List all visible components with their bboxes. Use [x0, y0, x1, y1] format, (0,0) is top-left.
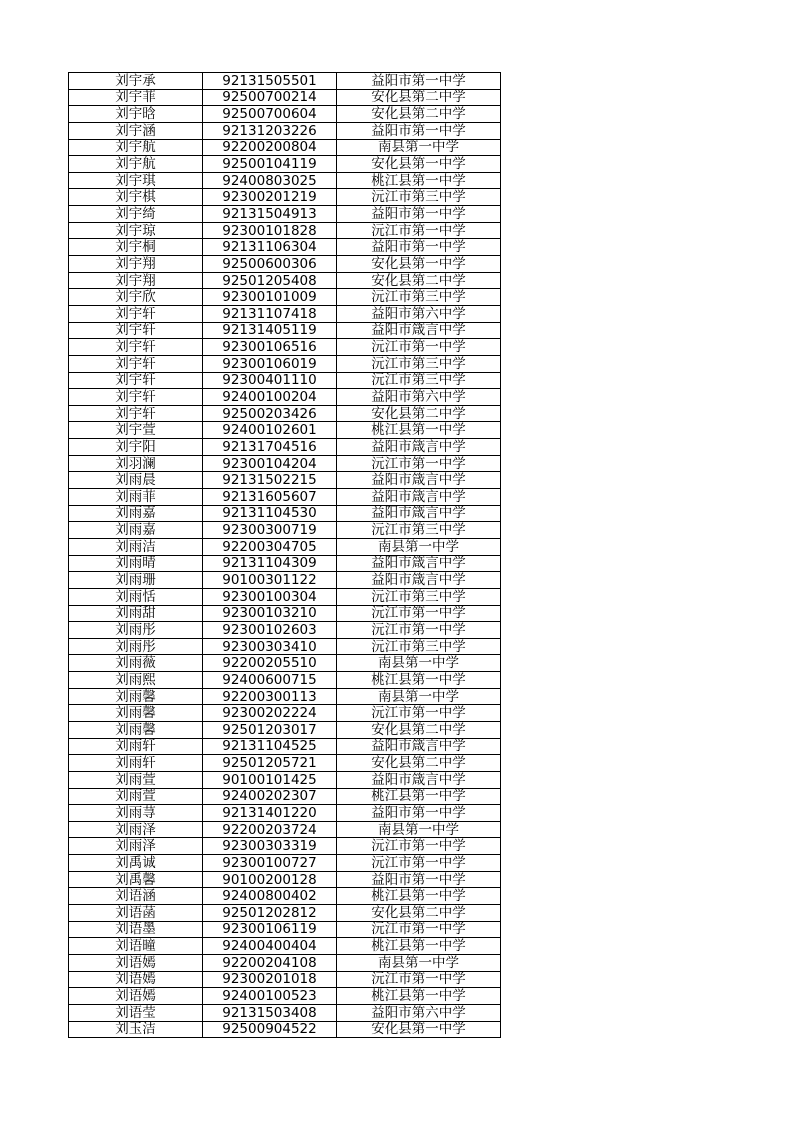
table-row: [69, 821, 501, 838]
student-name-cell: 刘语曈: [69, 938, 203, 955]
exam-id-cell: 92131704516: [203, 439, 337, 456]
student-name-cell: 刘雨洁: [69, 538, 203, 555]
student-name-cell: 刘雨菲: [69, 489, 203, 506]
school-cell: 沅江市第三中学: [337, 372, 501, 389]
exam-id-cell: 92300101009: [203, 289, 337, 306]
school-cell: 益阳市箴言中学: [337, 489, 501, 506]
exam-id-cell: 92300100727: [203, 855, 337, 872]
school-cell: 益阳市箴言中学: [337, 771, 501, 788]
school-cell: 安化县第二中学: [337, 905, 501, 922]
school-cell: 沅江市第一中学: [337, 855, 501, 872]
student-name-cell: 刘雨甜: [69, 605, 203, 622]
school-cell: 沅江市第一中学: [337, 622, 501, 639]
school-cell: 益阳市第六中学: [337, 389, 501, 406]
student-name-cell: 刘雨泽: [69, 838, 203, 855]
student-name-cell: 刘雨轩: [69, 738, 203, 755]
school-cell: 沅江市第一中学: [337, 705, 501, 722]
student-name-cell: 刘雨馨: [69, 721, 203, 738]
school-cell: 南县第一中学: [337, 538, 501, 555]
table-row: [69, 505, 501, 522]
student-name-cell: 刘雨晴: [69, 555, 203, 572]
table-row: [69, 305, 501, 322]
school-cell: 南县第一中学: [337, 655, 501, 672]
student-name-cell: 刘玉洁: [69, 1021, 203, 1038]
student-name-cell: 刘宇轩: [69, 389, 203, 406]
school-cell: 安化县第二中学: [337, 106, 501, 123]
school-cell: 益阳市第六中学: [337, 1004, 501, 1021]
table-row: [69, 738, 501, 755]
table-row: [69, 672, 501, 689]
exam-id-cell: 92500700604: [203, 106, 337, 123]
table-row: [69, 172, 501, 189]
exam-id-cell: 90100200128: [203, 871, 337, 888]
table-row: [69, 489, 501, 506]
student-name-cell: 刘宇翔: [69, 272, 203, 289]
exam-id-cell: 92400100523: [203, 988, 337, 1005]
school-cell: 安化县第一中学: [337, 256, 501, 273]
table-row: [69, 638, 501, 655]
exam-id-cell: 92131107418: [203, 305, 337, 322]
table-row: [69, 122, 501, 139]
exam-id-cell: 92300201018: [203, 971, 337, 988]
exam-id-cell: 92200304705: [203, 538, 337, 555]
table-row: [69, 1004, 501, 1021]
school-cell: 南县第一中学: [337, 688, 501, 705]
table-row: [69, 921, 501, 938]
exam-id-cell: 92200205510: [203, 655, 337, 672]
table-row: [69, 888, 501, 905]
exam-id-cell: 92400202307: [203, 788, 337, 805]
table-row: [69, 971, 501, 988]
student-name-cell: 刘宇棋: [69, 189, 203, 206]
table-row: [69, 189, 501, 206]
school-cell: 沅江市第三中学: [337, 638, 501, 655]
table-row: [69, 472, 501, 489]
student-name-cell: 刘雨薇: [69, 655, 203, 672]
exam-id-cell: 92200300113: [203, 688, 337, 705]
student-name-cell: 刘雨泽: [69, 821, 203, 838]
school-cell: 沅江市第一中学: [337, 838, 501, 855]
table-row: [69, 422, 501, 439]
exam-id-cell: 92131104309: [203, 555, 337, 572]
student-name-cell: 刘语涵: [69, 888, 203, 905]
exam-id-cell: 92131505501: [203, 73, 337, 90]
table-row: [69, 206, 501, 223]
exam-id-cell: 92501202812: [203, 905, 337, 922]
school-cell: 桃江县第一中学: [337, 988, 501, 1005]
table-row: [69, 622, 501, 639]
table-row: [69, 605, 501, 622]
exam-id-cell: 92300106119: [203, 921, 337, 938]
exam-id-cell: 92500104119: [203, 156, 337, 173]
student-name-cell: 刘宇欣: [69, 289, 203, 306]
table-row: [69, 239, 501, 256]
student-name-cell: 刘羽澜: [69, 455, 203, 472]
school-cell: 益阳市第一中学: [337, 206, 501, 223]
school-cell: 益阳市第六中学: [337, 305, 501, 322]
exam-id-cell: 92131502215: [203, 472, 337, 489]
exam-id-cell: 92501205408: [203, 272, 337, 289]
student-name-cell: 刘语菡: [69, 905, 203, 922]
student-name-cell: 刘雨萱: [69, 788, 203, 805]
table-row: [69, 905, 501, 922]
table-row: [69, 322, 501, 339]
school-cell: 桃江县第一中学: [337, 172, 501, 189]
exam-id-cell: 92501205721: [203, 755, 337, 772]
table-row: [69, 439, 501, 456]
student-name-cell: 刘宇航: [69, 139, 203, 156]
student-name-cell: 刘宇承: [69, 73, 203, 90]
table-row: [69, 805, 501, 822]
student-name-cell: 刘宇阳: [69, 439, 203, 456]
student-name-cell: 刘语嫣: [69, 988, 203, 1005]
student-name-cell: 刘雨馨: [69, 705, 203, 722]
exam-id-cell: 92131405119: [203, 322, 337, 339]
exam-id-cell: 92300106516: [203, 339, 337, 356]
student-name-cell: 刘雨熙: [69, 672, 203, 689]
school-cell: 沅江市第一中学: [337, 222, 501, 239]
student-name-cell: 刘宇轩: [69, 372, 203, 389]
student-name-cell: 刘语嫣: [69, 954, 203, 971]
student-table-body: [69, 73, 501, 1038]
school-cell: 益阳市第一中学: [337, 239, 501, 256]
student-name-cell: 刘宇琼: [69, 222, 203, 239]
exam-id-cell: 92200203724: [203, 821, 337, 838]
exam-id-cell: 92500904522: [203, 1021, 337, 1038]
table-row: [69, 988, 501, 1005]
student-name-cell: 刘宇轩: [69, 405, 203, 422]
table-row: [69, 455, 501, 472]
exam-id-cell: 92200200804: [203, 139, 337, 156]
table-row: [69, 954, 501, 971]
table-row: [69, 389, 501, 406]
table-row: [69, 139, 501, 156]
school-cell: 沅江市第三中学: [337, 189, 501, 206]
school-cell: 桃江县第一中学: [337, 672, 501, 689]
exam-id-cell: 92300104204: [203, 455, 337, 472]
table-row: [69, 73, 501, 90]
table-row: [69, 538, 501, 555]
student-name-cell: 刘雨珊: [69, 572, 203, 589]
student-name-cell: 刘雨荨: [69, 805, 203, 822]
student-name-cell: 刘宇晗: [69, 106, 203, 123]
exam-id-cell: 92300101828: [203, 222, 337, 239]
student-name-cell: 刘宇轩: [69, 355, 203, 372]
table-row: [69, 555, 501, 572]
student-name-cell: 刘宇翔: [69, 256, 203, 273]
exam-id-cell: 92131401220: [203, 805, 337, 822]
exam-id-cell: 92400803025: [203, 172, 337, 189]
school-cell: 安化县第二中学: [337, 721, 501, 738]
school-cell: 益阳市箴言中学: [337, 472, 501, 489]
student-name-cell: 刘宇菲: [69, 89, 203, 106]
table-row: [69, 788, 501, 805]
exam-id-cell: 92300401110: [203, 372, 337, 389]
student-name-cell: 刘雨馨: [69, 688, 203, 705]
school-cell: 益阳市箴言中学: [337, 505, 501, 522]
exam-id-cell: 92300103210: [203, 605, 337, 622]
table-row: [69, 522, 501, 539]
table-row: [69, 106, 501, 123]
school-cell: 桃江县第一中学: [337, 788, 501, 805]
school-cell: 益阳市箴言中学: [337, 555, 501, 572]
table-row: [69, 156, 501, 173]
exam-id-cell: 92131503408: [203, 1004, 337, 1021]
student-name-cell: 刘语嫣: [69, 971, 203, 988]
table-row: [69, 838, 501, 855]
exam-id-cell: 92131106304: [203, 239, 337, 256]
exam-id-cell: 92131104530: [203, 505, 337, 522]
student-name-cell: 刘雨轩: [69, 755, 203, 772]
student-name-cell: 刘语莹: [69, 1004, 203, 1021]
student-name-cell: 刘宇萱: [69, 422, 203, 439]
table-row: [69, 405, 501, 422]
school-cell: 沅江市第一中学: [337, 605, 501, 622]
school-cell: 沅江市第三中学: [337, 522, 501, 539]
student-name-cell: 刘宇绮: [69, 206, 203, 223]
exam-id-cell: 92300303410: [203, 638, 337, 655]
school-cell: 安化县第二中学: [337, 405, 501, 422]
table-row: [69, 688, 501, 705]
school-cell: 安化县第一中学: [337, 156, 501, 173]
exam-id-cell: 92300202224: [203, 705, 337, 722]
school-cell: 益阳市箴言中学: [337, 439, 501, 456]
school-cell: 南县第一中学: [337, 821, 501, 838]
student-name-cell: 刘宇涵: [69, 122, 203, 139]
table-row: [69, 89, 501, 106]
exam-id-cell: 92500600306: [203, 256, 337, 273]
table-row: [69, 855, 501, 872]
exam-id-cell: 92400600715: [203, 672, 337, 689]
student-name-cell: 刘雨嘉: [69, 522, 203, 539]
school-cell: 桃江县第一中学: [337, 888, 501, 905]
school-cell: 益阳市箴言中学: [337, 322, 501, 339]
table-row: [69, 938, 501, 955]
school-cell: 益阳市第一中学: [337, 122, 501, 139]
school-cell: 益阳市第一中学: [337, 73, 501, 90]
school-cell: 桃江县第一中学: [337, 938, 501, 955]
school-cell: 益阳市第一中学: [337, 805, 501, 822]
table-row: [69, 588, 501, 605]
exam-id-cell: 92300102603: [203, 622, 337, 639]
student-name-cell: 刘雨晨: [69, 472, 203, 489]
exam-id-cell: 92131104525: [203, 738, 337, 755]
table-row: [69, 705, 501, 722]
exam-id-cell: 92500203426: [203, 405, 337, 422]
student-name-cell: 刘宇航: [69, 156, 203, 173]
school-cell: 南县第一中学: [337, 139, 501, 156]
exam-id-cell: 92300106019: [203, 355, 337, 372]
school-cell: 沅江市第一中学: [337, 339, 501, 356]
school-cell: 益阳市箴言中学: [337, 572, 501, 589]
table-row: [69, 1021, 501, 1038]
student-name-cell: 刘雨彤: [69, 638, 203, 655]
school-cell: 沅江市第三中学: [337, 588, 501, 605]
table-row: [69, 655, 501, 672]
table-row: [69, 871, 501, 888]
student-table: [68, 72, 501, 1038]
exam-id-cell: 92300201219: [203, 189, 337, 206]
student-name-cell: 刘雨恬: [69, 588, 203, 605]
exam-id-cell: 92300303319: [203, 838, 337, 855]
student-name-cell: 刘宇轩: [69, 305, 203, 322]
school-cell: 南县第一中学: [337, 954, 501, 971]
school-cell: 沅江市第三中学: [337, 355, 501, 372]
student-name-cell: 刘雨彤: [69, 622, 203, 639]
exam-id-cell: 92500700214: [203, 89, 337, 106]
table-row: [69, 771, 501, 788]
student-name-cell: 刘宇桐: [69, 239, 203, 256]
table-row: [69, 222, 501, 239]
table-row: [69, 721, 501, 738]
exam-id-cell: 90100101425: [203, 771, 337, 788]
exam-id-cell: 92400102601: [203, 422, 337, 439]
student-name-cell: 刘雨嘉: [69, 505, 203, 522]
exam-id-cell: 92300100304: [203, 588, 337, 605]
table-row: [69, 572, 501, 589]
exam-id-cell: 92400800402: [203, 888, 337, 905]
school-cell: 沅江市第三中学: [337, 289, 501, 306]
exam-id-cell: 92131605607: [203, 489, 337, 506]
school-cell: 益阳市第一中学: [337, 871, 501, 888]
school-cell: 安化县第一中学: [337, 1021, 501, 1038]
table-row: [69, 256, 501, 273]
exam-id-cell: 92400100204: [203, 389, 337, 406]
exam-id-cell: 90100301122: [203, 572, 337, 589]
exam-id-cell: 92300300719: [203, 522, 337, 539]
table-row: [69, 272, 501, 289]
student-name-cell: 刘雨萱: [69, 771, 203, 788]
exam-id-cell: 92501203017: [203, 721, 337, 738]
school-cell: 桃江县第一中学: [337, 422, 501, 439]
school-cell: 益阳市箴言中学: [337, 738, 501, 755]
student-name-cell: 刘禹馨: [69, 871, 203, 888]
student-name-cell: 刘宇琪: [69, 172, 203, 189]
student-name-cell: 刘禹诚: [69, 855, 203, 872]
exam-id-cell: 92400400404: [203, 938, 337, 955]
table-row: [69, 755, 501, 772]
exam-id-cell: 92131203226: [203, 122, 337, 139]
school-cell: 安化县第二中学: [337, 272, 501, 289]
student-name-cell: 刘宇轩: [69, 339, 203, 356]
table-row: [69, 372, 501, 389]
school-cell: 安化县第二中学: [337, 89, 501, 106]
student-name-cell: 刘宇轩: [69, 322, 203, 339]
school-cell: 沅江市第一中学: [337, 971, 501, 988]
school-cell: 沅江市第一中学: [337, 455, 501, 472]
exam-id-cell: 92200204108: [203, 954, 337, 971]
school-cell: 沅江市第一中学: [337, 921, 501, 938]
student-name-cell: 刘语墨: [69, 921, 203, 938]
school-cell: 安化县第二中学: [337, 755, 501, 772]
table-row: [69, 289, 501, 306]
table-row: [69, 339, 501, 356]
table-row: [69, 355, 501, 372]
exam-id-cell: 92131504913: [203, 206, 337, 223]
